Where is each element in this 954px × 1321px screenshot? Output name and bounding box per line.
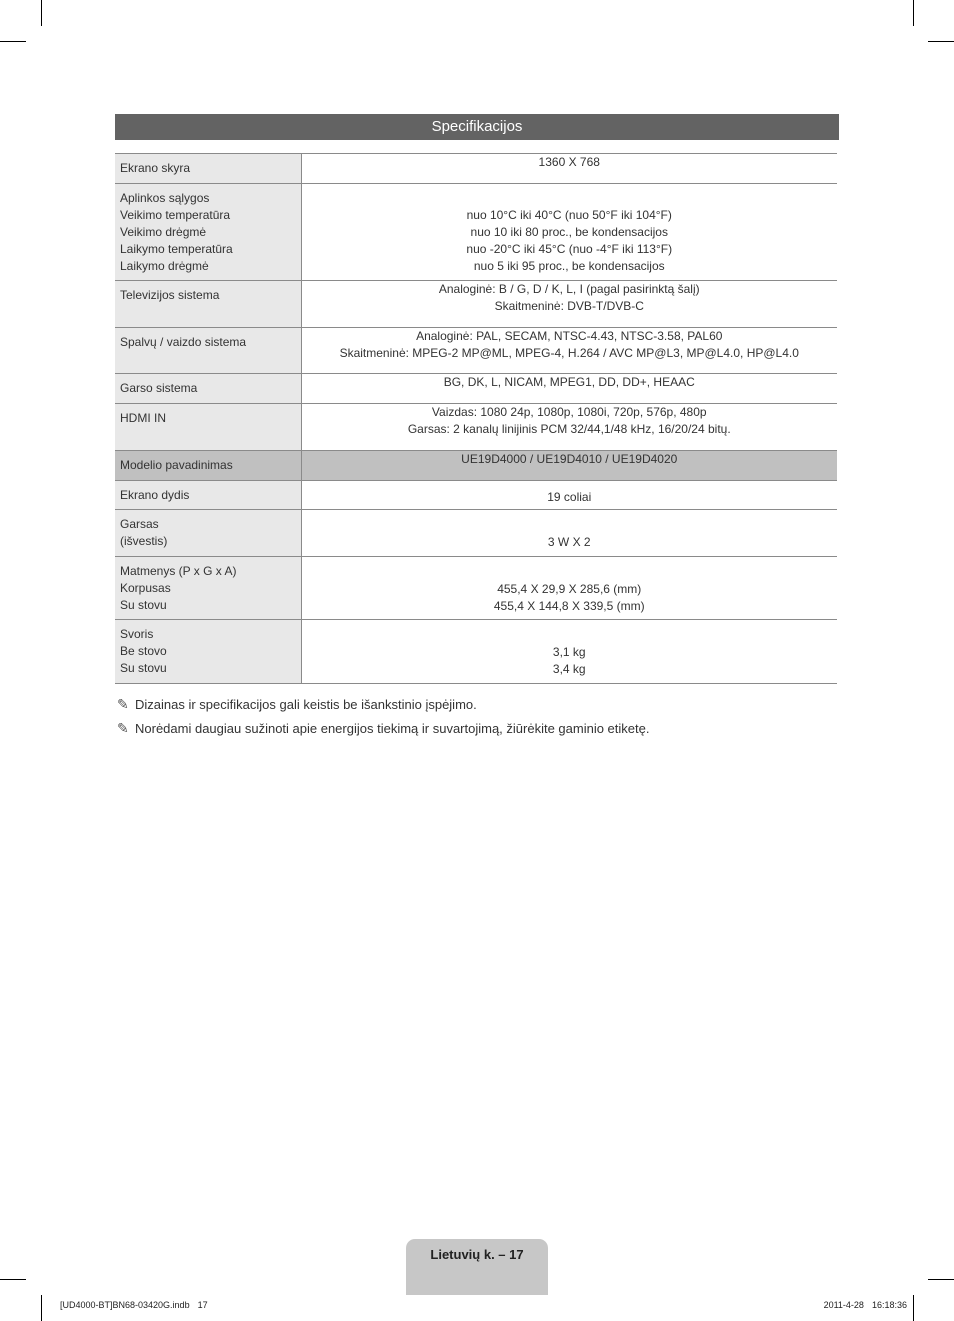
spec-label bbox=[115, 184, 301, 281]
spec-value-text: 3,1 kg bbox=[552, 645, 586, 659]
spec-row-screen-size bbox=[115, 481, 837, 510]
crop-mark bbox=[928, 41, 954, 42]
spec-label bbox=[115, 328, 301, 374]
crop-mark bbox=[913, 0, 914, 26]
note bbox=[117, 696, 477, 713]
footer-date: 2011-4-28 bbox=[823, 1300, 864, 1310]
spec-label-text: HDMI IN bbox=[120, 411, 166, 425]
spec-value-text: Skaitmeninė: DVB-T/DVB-C bbox=[494, 299, 644, 313]
spec-label-text: Garsas bbox=[120, 517, 159, 531]
page-number-label: Lietuvių k. – 17 bbox=[430, 1247, 524, 1262]
footer-time: 16:18:36 bbox=[871, 1300, 907, 1310]
spec-row-sound-output bbox=[115, 510, 837, 557]
footer-file-name: [UD4000-BT]BN68-03420G.indb bbox=[60, 1300, 190, 1310]
crop-mark bbox=[0, 41, 26, 42]
section-title: Specifikacijos bbox=[115, 114, 839, 140]
spec-label-text: Veikimo temperatūra bbox=[120, 208, 231, 222]
spec-label-text: Garso sistema bbox=[120, 381, 198, 395]
spec-label-text: Veikimo drėgmė bbox=[120, 225, 207, 239]
note bbox=[117, 720, 649, 737]
spec-value bbox=[301, 620, 837, 684]
spec-value-text: nuo 5 iki 95 proc., be kondensacijos bbox=[473, 259, 665, 273]
crop-mark bbox=[41, 0, 42, 26]
spec-value-text: 19 coliai bbox=[547, 490, 592, 504]
spec-table bbox=[115, 153, 837, 684]
footer-file-info bbox=[60, 1300, 208, 1310]
spec-value-text: Skaitmeninė: MPEG-2 MP@ML, MPEG-4, H.264 / AVC MP@L3, MP@L4.0, HP@L4.0 bbox=[339, 346, 799, 360]
spec-value bbox=[301, 404, 837, 451]
spec-label-text: Matmenys (P x G x A) bbox=[120, 564, 237, 578]
spec-label-text: Spalvų / vaizdo sistema bbox=[120, 335, 247, 349]
spec-value bbox=[301, 557, 837, 620]
spec-label bbox=[115, 510, 301, 557]
spec-value-text: Garsas: 2 kanalų linijinis PCM 32/44,1/48 kHz, 16/20/24 bitų. bbox=[407, 422, 731, 436]
spec-label-text: Svoris bbox=[120, 627, 154, 641]
spec-value-text: 1360 X 768 bbox=[538, 155, 600, 169]
spec-value bbox=[301, 481, 837, 510]
spec-row-tv-system bbox=[115, 281, 837, 328]
spec-label-text: Korpusas bbox=[120, 581, 171, 595]
spec-label-text: Laikymo temperatūra bbox=[120, 242, 233, 256]
spec-value-text: 3 W X 2 bbox=[547, 535, 591, 549]
spec-label-text: Aplinkos sąlygos bbox=[120, 191, 210, 205]
spec-label bbox=[115, 451, 301, 481]
spec-label-text: (išvestis) bbox=[120, 534, 168, 548]
spec-label-text: Modelio pavadinimas bbox=[120, 458, 233, 472]
spec-label-text: Laikymo drėgmė bbox=[120, 259, 209, 273]
spec-label bbox=[115, 281, 301, 328]
spec-value-text: BG, DK, L, NICAM, MPEG1, DD, DD+, HEAAC bbox=[443, 375, 695, 389]
spec-value-text: 455,4 X 144,8 X 339,5 (mm) bbox=[493, 599, 645, 613]
spec-row-hdmi-in bbox=[115, 404, 837, 451]
crop-mark bbox=[913, 1295, 914, 1321]
spec-label bbox=[115, 374, 301, 404]
spec-row-color-video-system bbox=[115, 328, 837, 374]
spec-value bbox=[301, 328, 837, 374]
crop-mark bbox=[928, 1279, 954, 1280]
spec-label-text: Ekrano dydis bbox=[120, 488, 190, 502]
note-text: Norėdami daugiau sužinoti apie energijos tiekimą ir suvartojimą, žiūrėkite gaminio etiketę. bbox=[135, 721, 650, 736]
crop-mark bbox=[41, 1295, 42, 1321]
spec-label-text: Televizijos sistema bbox=[120, 288, 220, 302]
spec-label bbox=[115, 557, 301, 620]
spec-label-text: Ekrano skyra bbox=[120, 161, 191, 175]
spec-value bbox=[301, 374, 837, 404]
spec-label-text: Be stovo bbox=[120, 644, 167, 658]
spec-label-text: Su stovu bbox=[120, 661, 167, 675]
spec-label bbox=[115, 404, 301, 451]
spec-value-text: nuo 10°C iki 40°C (nuo 50°F iki 104°F) bbox=[466, 208, 672, 222]
pencil-icon: ✎ bbox=[117, 696, 129, 712]
spec-label bbox=[115, 620, 301, 684]
spec-row-environment bbox=[115, 184, 837, 281]
crop-mark bbox=[0, 1279, 26, 1280]
spec-value-text: UE19D4000 / UE19D4010 / UE19D4020 bbox=[461, 452, 678, 466]
note-text: Dizainas ir specifikacijos gali keistis be išankstinio įspėjimo. bbox=[135, 697, 477, 712]
page-number-tab bbox=[406, 1239, 548, 1295]
spec-row-model-name bbox=[115, 451, 837, 481]
spec-row-weight bbox=[115, 620, 837, 684]
spec-value-text: Analoginė: B / G, D / K, L, I (pagal pasirinktą šalį) bbox=[438, 282, 700, 296]
spec-value-text: Vaizdas: 1080 24p, 1080p, 1080i, 720p, 576p, 480p bbox=[431, 405, 707, 419]
footer-page: 17 bbox=[197, 1300, 208, 1310]
spec-row-sound-system bbox=[115, 374, 837, 404]
spec-row-screen-resolution bbox=[115, 154, 837, 184]
footer-timestamp bbox=[824, 1300, 907, 1310]
spec-row-dimensions bbox=[115, 557, 837, 620]
pencil-icon: ✎ bbox=[117, 720, 129, 736]
spec-label bbox=[115, 481, 301, 510]
spec-label bbox=[115, 154, 301, 184]
spec-value-text: nuo 10 iki 80 proc., be kondensacijos bbox=[470, 225, 668, 239]
spec-value bbox=[301, 184, 837, 281]
spec-value-text: 3,4 kg bbox=[552, 662, 586, 676]
spec-value-text: Analoginė: PAL, SECAM, NTSC-4.43, NTSC-3.58, PAL60 bbox=[416, 329, 723, 343]
spec-value bbox=[301, 154, 837, 184]
spec-value bbox=[301, 510, 837, 557]
spec-value bbox=[301, 451, 837, 481]
spec-label-text: Su stovu bbox=[120, 598, 167, 612]
spec-value-text: 455,4 X 29,9 X 285,6 (mm) bbox=[497, 582, 642, 596]
spec-value-text: nuo -20°C iki 45°C (nuo -4°F iki 113°F) bbox=[466, 242, 673, 256]
spec-value bbox=[301, 281, 837, 328]
